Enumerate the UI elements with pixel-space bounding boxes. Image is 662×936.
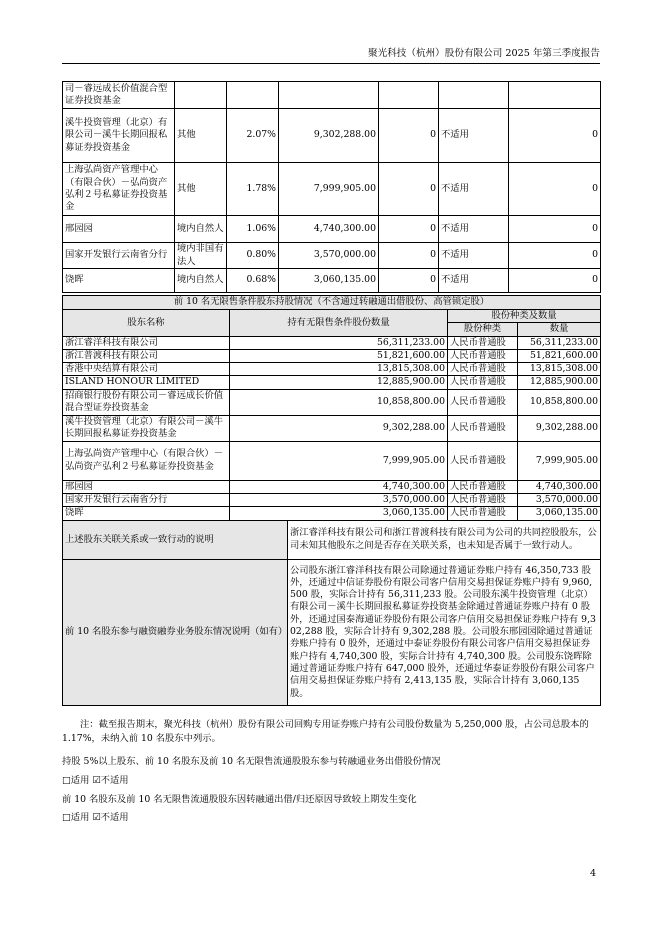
cell-pct: 0.80% <box>227 243 279 269</box>
cell-count: 56,311,233.00 <box>518 336 601 349</box>
col-header-qty: 持有无限售条件股份数量 <box>230 310 448 337</box>
cell-pledge-qty: 0 <box>509 163 601 216</box>
cell-qty: 12,885,900.00 <box>230 376 448 389</box>
cell-name: 招商银行股份有限公司－睿远成长价值混合型证券投资基金 <box>63 389 230 415</box>
cell-name: 香港中央结算有限公司 <box>63 363 230 376</box>
lending-options: □适用 ☑不适用 <box>62 775 129 786</box>
col-header-type-group: 股份种类及数量 <box>448 310 601 323</box>
cell-name: 饶晖 <box>63 507 230 520</box>
cell-pledge-status <box>439 82 509 109</box>
cell-type: 人民币普通股 <box>448 480 518 493</box>
cell-type: 人民币普通股 <box>448 349 518 362</box>
table-row <box>63 336 601 349</box>
cell-name: 邢园园 <box>63 216 175 243</box>
page-header: 聚光科技（杭州）股份有限公司 2025 年第三季度报告 <box>62 47 600 64</box>
cell-qty: 3,060,135.00 <box>230 507 448 520</box>
cell-name: 浙江睿洋科技有限公司 <box>63 336 230 349</box>
margin-trading-row-text: 公司股东浙江睿洋科技有限公司除通过普通证券账户持有 46,350,733 股外，还通过中信证券股份有限公司客户信用交易担保证券账户持有 9,960,500 股，实际合计持有 56,311,233 股。公司股东溪牛投资管理（北京）有限公司－溪牛长期回报私募证券投资基金除通过普通证券账户持有 0 股外，还通过国泰海通证券股份有限公司客户信用交易担保证券账户持有 9,302,288 股，实际合计持有 9,302,288 股。公司股东邢园园除通过普通证券账户持有 0 股外，还通过中泰证券股份有限公司客户信用交易担保证券账户持有 4,740,300 股，实际合计持有 4,740,300 股。公司股东饶晖除通过普通证券账户持有 647,000 股外，还通过华泰证券股份有限公司客户信用交易担保证券账户持有 2,413,135 股，实际合计持有 3,060,135 股。 <box>288 559 601 705</box>
cell-type: 人民币普通股 <box>448 441 518 480</box>
cell-name: 国家开发银行云南省分行 <box>63 494 230 507</box>
cell-pledge-qty: 0 <box>509 109 601 163</box>
cell-type: 人民币普通股 <box>448 507 518 520</box>
cell-shares: 9,302,288.00 <box>279 109 379 163</box>
cell-name: 邢园园 <box>63 480 230 493</box>
cell-pledge-status: 不适用 <box>439 163 509 216</box>
related-parties-row <box>63 520 601 559</box>
table-row <box>63 480 601 493</box>
table-row <box>63 376 601 389</box>
cell-type: 人民币普通股 <box>448 389 518 415</box>
unrestricted-shareholders-table <box>62 295 601 706</box>
cell-qty: 51,821,600.00 <box>230 349 448 362</box>
cell-restricted <box>379 82 439 109</box>
cell-pledge-status: 不适用 <box>439 269 509 293</box>
cell-shares: 7,999,905.00 <box>279 163 379 216</box>
cell-name: 上海弘尚资产管理中心（有限合伙）－弘尚资产弘利２号私募证券投资基金 <box>63 163 175 216</box>
cell-count: 4,740,300.00 <box>518 480 601 493</box>
cell-pct: 1.78% <box>227 163 279 216</box>
table-row <box>63 216 601 243</box>
cell-type: 人民币普通股 <box>448 494 518 507</box>
cell-type: 人民币普通股 <box>448 376 518 389</box>
cell-shares <box>279 82 379 109</box>
cell-type: 人民币普通股 <box>448 336 518 349</box>
cell-type: 人民币普通股 <box>448 415 518 441</box>
cell-pledge-qty: 0 <box>509 216 601 243</box>
cell-type: 境内自然人 <box>175 269 227 293</box>
table-row <box>63 363 601 376</box>
cell-qty: 13,815,308.00 <box>230 363 448 376</box>
page-number: 4 <box>590 868 597 879</box>
cell-name: 上海弘尚资产管理中心（有限合伙）－弘尚资产弘利２号私募证券投资基金 <box>63 441 230 480</box>
lending-question: 持股 5%以上股东、前 10 名股东及前 10 名无限售流通股股东参与转融通业务出借股份情况 <box>62 756 441 767</box>
cell-pledge-qty: 0 <box>509 243 601 269</box>
cell-count: 10,858,800.00 <box>518 389 601 415</box>
cell-restricted: 0 <box>379 109 439 163</box>
cell-restricted: 0 <box>379 243 439 269</box>
related-parties-row-label: 上述股东关联关系或一致行动的说明 <box>63 520 288 559</box>
table-row <box>63 441 601 480</box>
table-row <box>63 507 601 520</box>
cell-count: 9,302,288.00 <box>518 415 601 441</box>
cell-qty: 7,999,905.00 <box>230 441 448 480</box>
cell-name: 司－睿远成长价值混合型证券投资基金 <box>63 82 175 109</box>
cell-count: 12,885,900.00 <box>518 376 601 389</box>
cell-restricted: 0 <box>379 269 439 293</box>
table-row <box>63 82 601 109</box>
cell-shares: 3,570,000.00 <box>279 243 379 269</box>
cell-qty: 4,740,300.00 <box>230 480 448 493</box>
table-row <box>63 415 601 441</box>
margin-trading-row <box>63 559 601 705</box>
cell-name: 国家开发银行云南省分行 <box>63 243 175 269</box>
change-question: 前 10 名股东及前 10 名无限售流通股股东因转融通出借/归还原因导致较上期发生变化 <box>62 794 417 805</box>
table-row <box>63 109 601 163</box>
cell-qty: 3,570,000.00 <box>230 494 448 507</box>
cell-count: 13,815,308.00 <box>518 363 601 376</box>
cell-restricted: 0 <box>379 163 439 216</box>
cell-pledge-qty <box>509 82 601 109</box>
cell-name: 饶晖 <box>63 269 175 293</box>
table-row <box>63 243 601 269</box>
top-shareholders-table <box>62 81 601 293</box>
cell-type: 境内非国有法人 <box>175 243 227 269</box>
cell-pledge-status: 不适用 <box>439 109 509 163</box>
margin-trading-row-label: 前 10 名股东参与融资融券业务股东情况说明（如有） <box>63 559 288 705</box>
related-parties-row-text: 浙江睿洋科技有限公司和浙江普渡科技有限公司为公司的共同控股股东，公司未知其他股东之间是否存在关联关系，也未知是否属于一致行动人。 <box>288 520 601 559</box>
cell-pct: 1.06% <box>227 216 279 243</box>
cell-pledge-status: 不适用 <box>439 243 509 269</box>
col-header-count: 数量 <box>518 323 601 336</box>
cell-shares: 4,740,300.00 <box>279 216 379 243</box>
unrestricted-title: 前 10 名无限售条件股东持股情况（不含通过转融通出借股份、高管锁定股） <box>63 296 601 310</box>
cell-restricted: 0 <box>379 216 439 243</box>
cell-type: 其他 <box>175 163 227 216</box>
cell-qty: 56,311,233.00 <box>230 336 448 349</box>
change-options: □适用 ☑不适用 <box>62 812 129 823</box>
cell-type: 人民币普通股 <box>448 363 518 376</box>
cell-count: 51,821,600.00 <box>518 349 601 362</box>
cell-qty: 10,858,800.00 <box>230 389 448 415</box>
cell-pct <box>227 82 279 109</box>
cell-count: 3,570,000.00 <box>518 494 601 507</box>
cell-count: 3,060,135.00 <box>518 507 601 520</box>
table-row <box>63 269 601 293</box>
table-row <box>63 163 601 216</box>
cell-count: 7,999,905.00 <box>518 441 601 480</box>
cell-pledge-status: 不适用 <box>439 216 509 243</box>
cell-name: 溪牛投资管理（北京）有限公司－溪牛长期回报私募证券投资基金 <box>63 415 230 441</box>
table-row <box>63 389 601 415</box>
buyback-note: 注：截至报告期末，聚光科技（杭州）股份有限公司回购专用证券账户持有公司股份数量为 5,250,000 股，占公司总股本的 1.17%，未纳入前 10 名股东中列示。 <box>62 719 589 744</box>
cell-type <box>175 82 227 109</box>
table-row <box>63 494 601 507</box>
col-header-name: 股东名称 <box>63 310 230 337</box>
cell-name: 浙江普渡科技有限公司 <box>63 349 230 362</box>
cell-pledge-qty: 0 <box>509 269 601 293</box>
cell-type: 境内自然人 <box>175 216 227 243</box>
cell-pct: 2.07% <box>227 109 279 163</box>
col-header-type: 股份种类 <box>448 323 518 336</box>
cell-pct: 0.68% <box>227 269 279 293</box>
cell-type: 其他 <box>175 109 227 163</box>
cell-name: ISLAND HONOUR LIMITED <box>63 376 230 389</box>
cell-shares: 3,060,135.00 <box>279 269 379 293</box>
cell-name: 溪牛投资管理（北京）有限公司－溪牛长期回报私募证券投资基金 <box>63 109 175 163</box>
cell-qty: 9,302,288.00 <box>230 415 448 441</box>
table-row <box>63 349 601 362</box>
